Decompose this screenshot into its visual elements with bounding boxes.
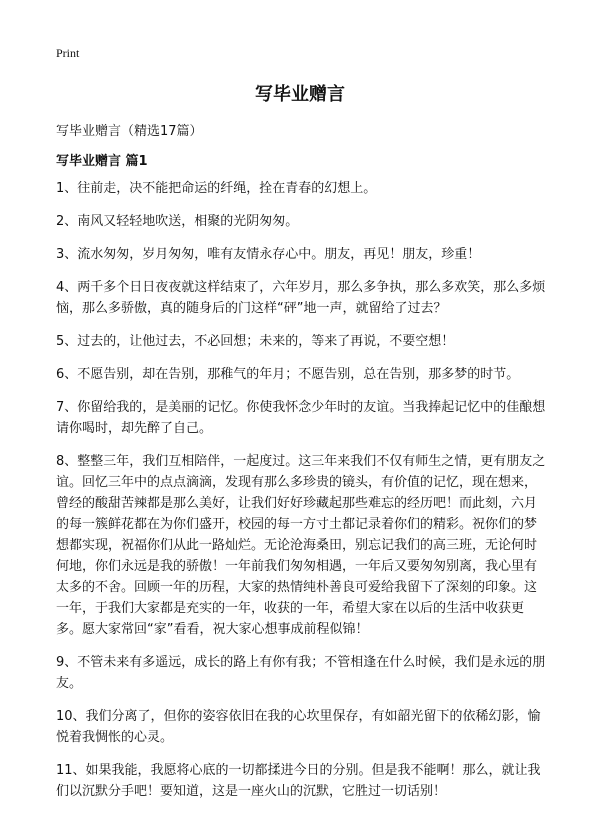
entry-list bbox=[56, 178, 548, 814]
list-item: 6、不愿告别，却在告别，那稚气的年月；不愿告别，总在告别，那多梦的时节。 bbox=[56, 367, 520, 382]
section-heading: 写毕业赠言 篇1 bbox=[56, 154, 148, 169]
list-item: 11、如果我能，我愿将心底的一切都揉进今日的分别。但是我不能啊！那么，就让我们以沉默分手吧！要知道，这是一座火山的沉默，它胜过一切话别！ bbox=[56, 763, 541, 799]
list-item: 2、南风又轻轻地吹送，相聚的光阴匆匆。 bbox=[56, 214, 299, 229]
list-item: 3、流水匆匆，岁月匆匆，唯有友情永存心中。朋友，再见！朋友，珍重！ bbox=[56, 247, 481, 262]
page-title: 写毕业赠言 bbox=[255, 84, 345, 105]
list-item: 5、过去的，让他过去，不必回想；未来的，等来了再说，不要空想！ bbox=[56, 334, 455, 349]
list-item: 1、往前走，决不能把命运的纤绳，拴在青春的幻想上。 bbox=[56, 181, 377, 196]
list-item: 8、整整三年，我们互相陪伴，一起度过。这三年来我们不仅有师生之情，更有朋友之谊。回忆三年中的点点滴滴，发现有那么多珍贵的镜头，有价值的记忆，现在想来，曾经的酸甜苦辣都是那么美好，让我们好好珍藏起那些难忘的经历吧！而此刻，六月的每一簇鲜花都在为你们盛开，校园的每一方寸土都记录着你们的精彩。祝你们的梦想都实现，祝福你们从此一路灿烂。无论沧海桑田，别忘记我们的高三班，无论何时何地，你们永远是我的骄傲！一年前我们匆匆相遇，一年后又要匆匆别离，我心里有太多的不舍。回顾一年的历程，大家的热情纯朴善良可爱给我留下了深刻的印象。这一年，于我们大家都是充实的一年，收获的一年，希望大家在以后的生活中收获更多。愿大家常回“家”看看，祝大家心想事成前程似锦！ bbox=[56, 454, 546, 637]
print-label: Print bbox=[56, 46, 80, 60]
list-item: 10、我们分离了，但你的姿容依旧在我的心坎里保存，有如韶光留下的依稀幻影，愉悦着我惆怅的心灵。 bbox=[56, 709, 541, 745]
list-item: 9、不管未来有多遥远，成长的路上有你有我；不管相逢在什么时候，我们是永远的朋友。 bbox=[56, 655, 546, 691]
list-item: 7、你留给我的，是美丽的记忆。你使我怀念少年时的友谊。当我捧起记忆中的佳酿想请你喝时，却先醉了自己。 bbox=[56, 400, 546, 436]
document-subtitle: 写毕业赠言（精选17篇） bbox=[56, 124, 203, 139]
list-item: 4、两千多个日日夜夜就这样结束了，六年岁月，那么多争执，那么多欢笑，那么多烦恼，那么多骄傲，真的随身后的门这样“砰”地一声，就留给了过去？ bbox=[56, 280, 546, 316]
